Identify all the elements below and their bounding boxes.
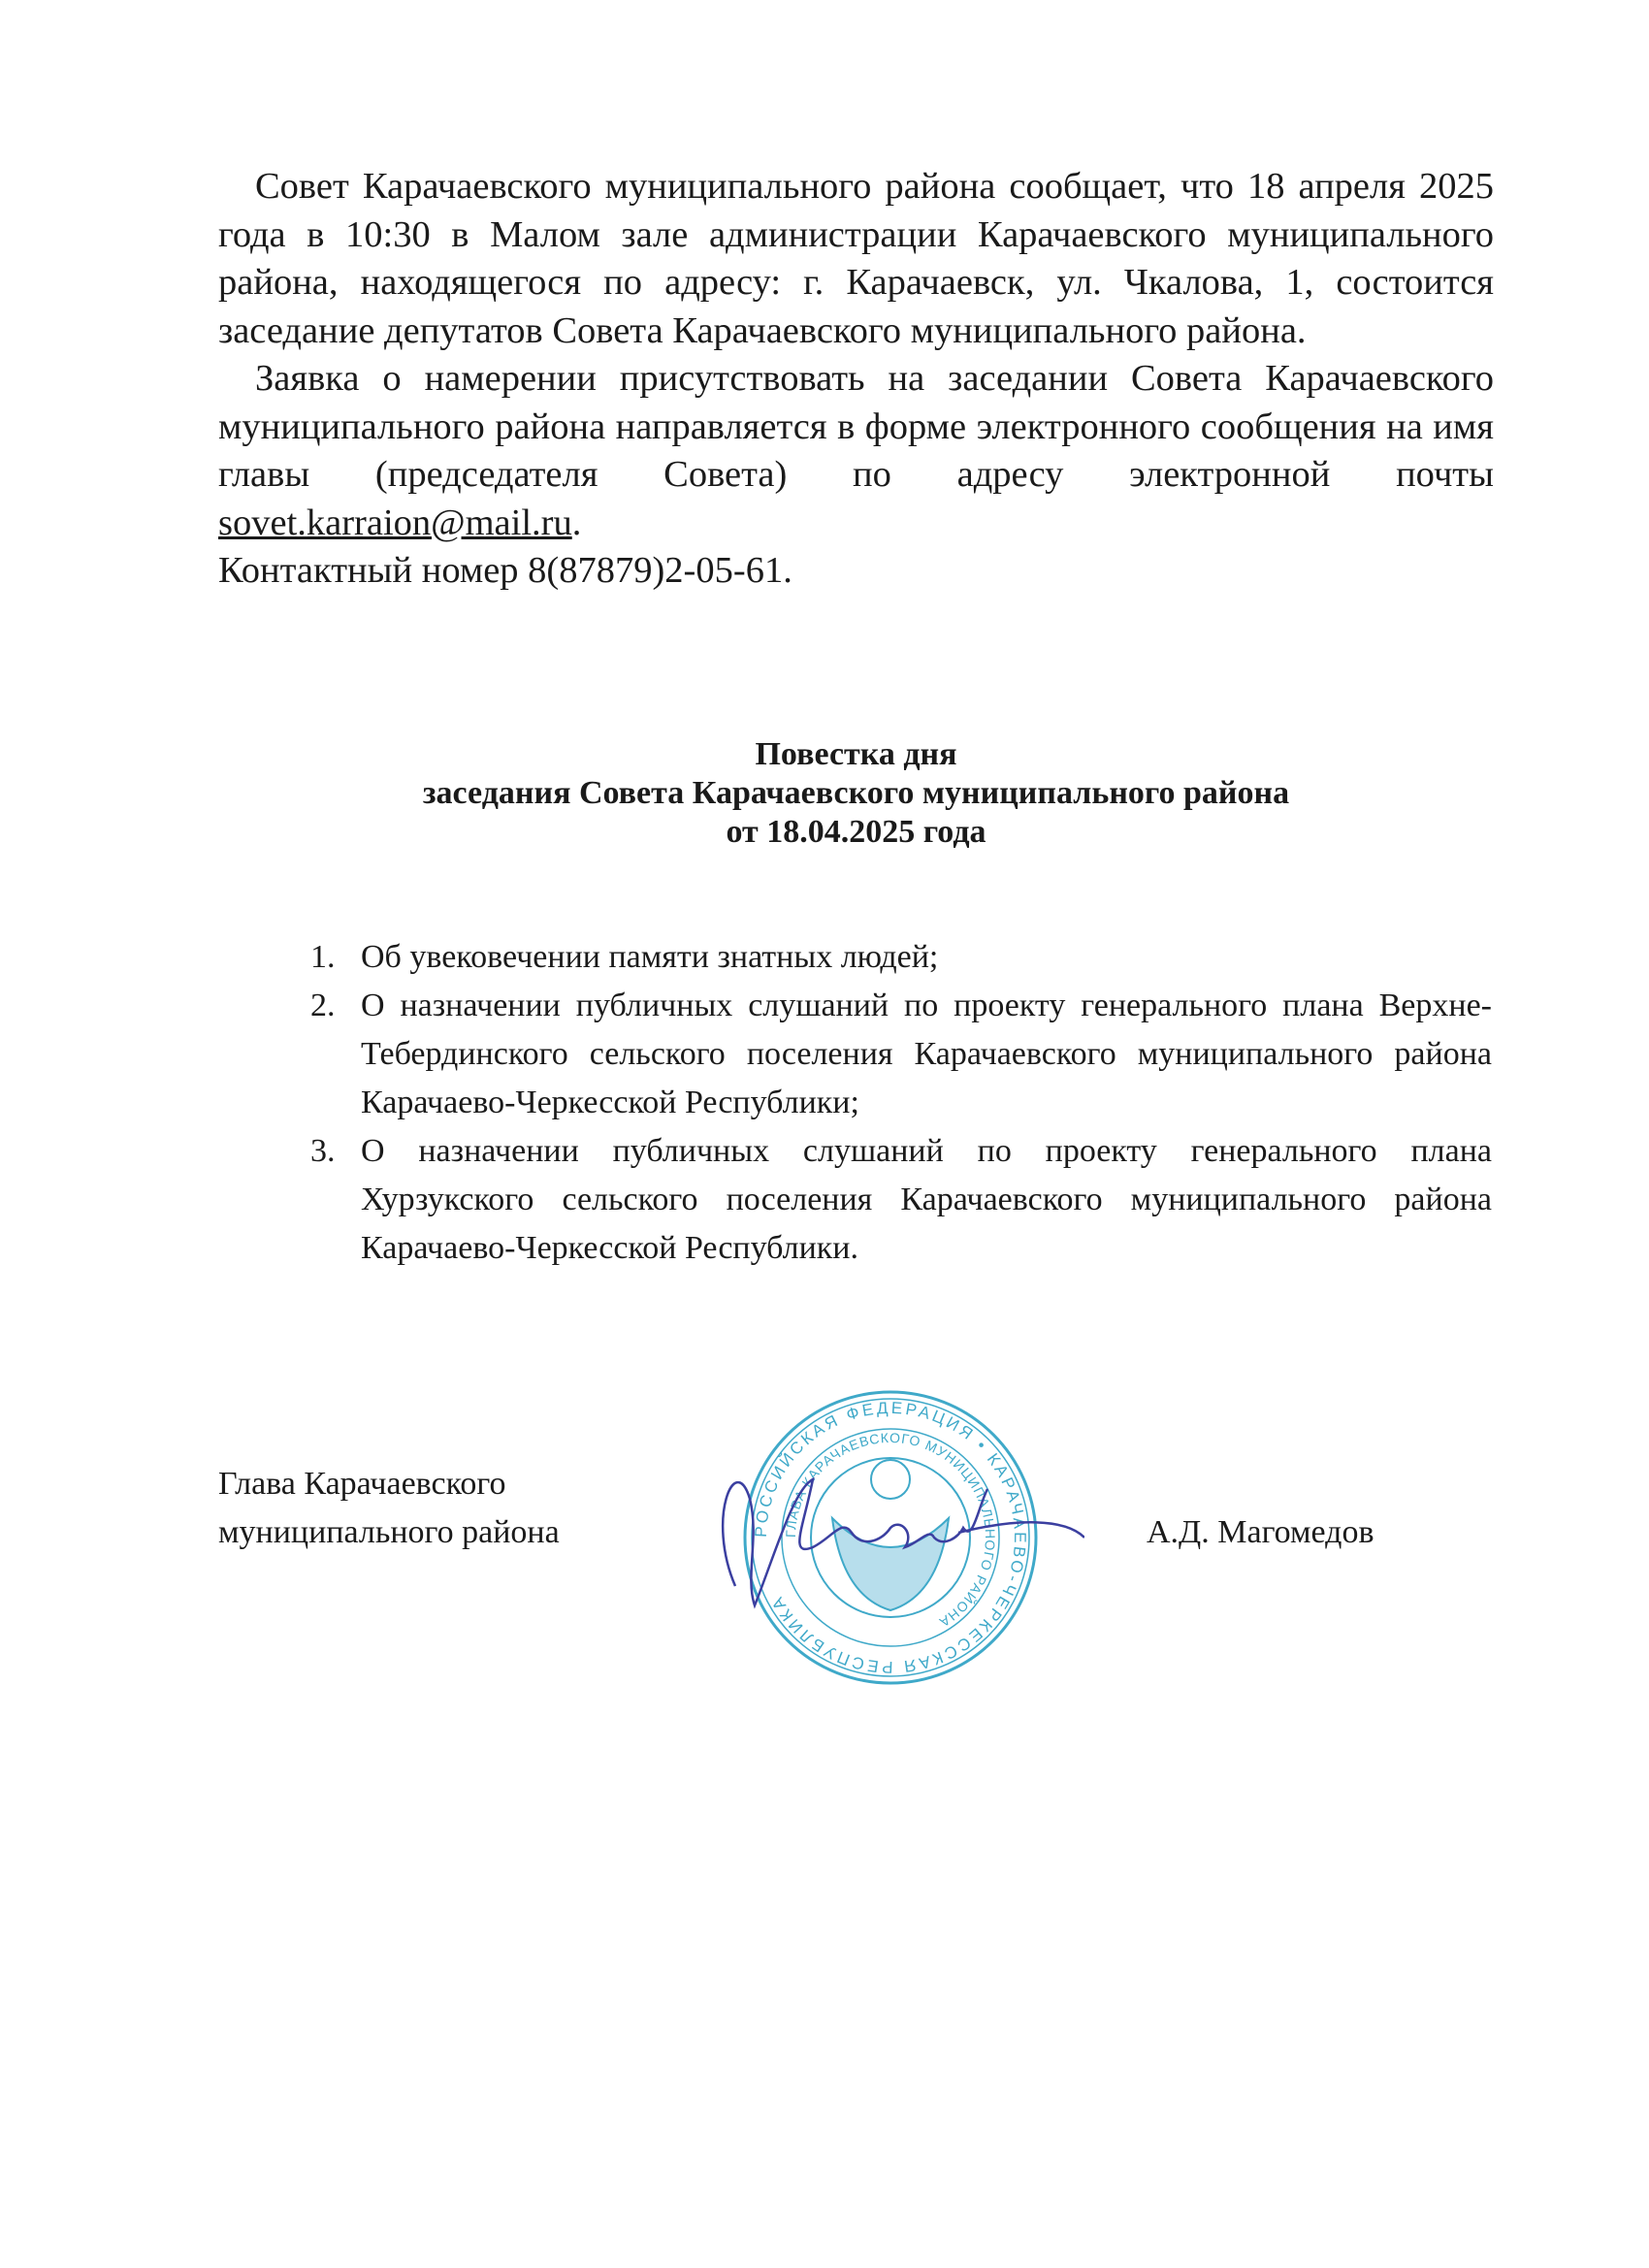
agenda-item <box>310 982 1492 1127</box>
agenda-item-number: 1. <box>310 939 336 975</box>
agenda-list <box>310 933 1492 1273</box>
signatory-name: А.Д. Магомедов <box>1147 1514 1374 1550</box>
official-stamp-icon <box>696 1373 1084 1702</box>
notice-body <box>218 163 1494 596</box>
notice-paragraph-1: Совет Карачаевского муниципального района сообщает, что 18 апреля 2025 года в 10:30 в Малом зале администрации Карачаевского муниципального района, находящегося по адресу: г. Карачаевск, ул. Чкалова, 1, состоится заседание депутатов Совета Карачаевского муниципального района. <box>218 166 1494 351</box>
agenda-title: Повестка дня <box>755 736 957 772</box>
agenda-date: от 18.04.2025 года <box>726 814 986 850</box>
signatory-position-line-2: муниципального района <box>218 1514 560 1550</box>
agenda-item-number: 3. <box>310 1133 336 1169</box>
signatory-position-line-1: Глава Карачаевского <box>218 1466 506 1502</box>
paragraph-2-suffix: . <box>571 502 582 543</box>
agenda-subtitle: заседания Совета Карачаевского муниципального района <box>422 775 1290 811</box>
email-link[interactable]: sovet.karraion@mail.ru <box>218 502 572 543</box>
contact-phone: Контактный номер 8(87879)2-05-61. <box>218 550 792 591</box>
agenda-item <box>310 933 1492 982</box>
notice-paragraph-2 <box>218 355 1494 547</box>
signatory-position <box>218 1460 560 1557</box>
agenda-heading <box>218 735 1494 852</box>
agenda-item <box>310 1127 1492 1273</box>
agenda-item-text: О назначении публичных слушаний по проекту генерального плана Хурзукского сельского поселения Карачаевского муниципального района Карачаево-Черкесской Республики. <box>361 1133 1492 1266</box>
stamp-inner-text: ГЛАВА КАРАЧАЕВСКОГО МУНИЦИПАЛЬНОГО РАЙОНА <box>782 1429 999 1632</box>
agenda-item-text: Об увековечении памяти знатных людей; <box>361 939 939 975</box>
agenda-item-text: О назначении публичных слушаний по проекту генерального плана Верхне-Тебердинского сельского поселения Карачаевского муниципального района Карачаево-Черкесской Республики; <box>361 988 1492 1120</box>
paragraph-2-text: Заявка о намерении присутствовать на заседании Совета Карачаевского муниципального района направляется в форме электронного сообщения на имя главы (председателя Совета) по адресу электронной почты <box>218 358 1494 495</box>
stamp-outer-text: РОССИЙСКАЯ ФЕДЕРАЦИЯ • КАРАЧАЕВО-ЧЕРКЕССКАЯ РЕСПУБЛИКА <box>751 1398 1030 1677</box>
agenda-item-number: 2. <box>310 988 336 1023</box>
